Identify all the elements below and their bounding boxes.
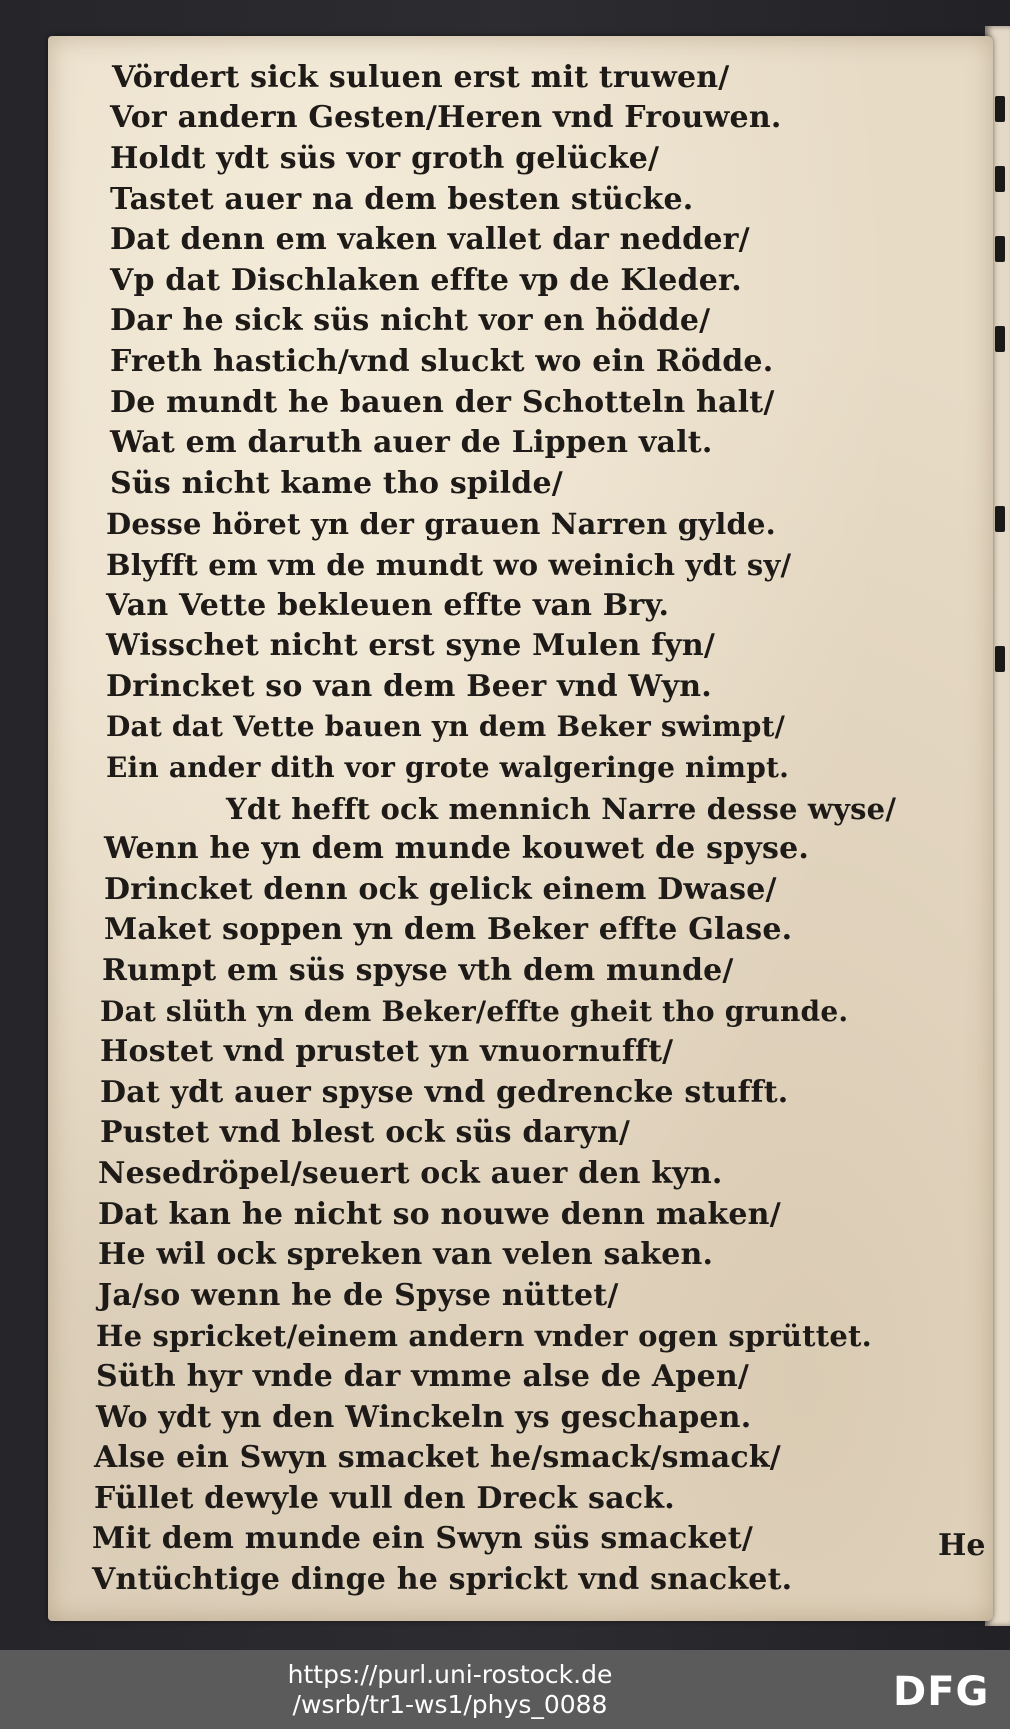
text-line: Pustet vnd blest ock süs daryn/ xyxy=(100,1115,630,1150)
text-line: Freth hastich/vnd sluckt wo ein Rödde. xyxy=(110,344,774,379)
text-line: Vntüchtige dinge he sprickt vnd snacket. xyxy=(92,1562,793,1597)
text-line: He wil ock spreken van velen saken. xyxy=(98,1237,714,1272)
text-line: Vp dat Dischlaken effte vp de Kleder. xyxy=(110,263,742,298)
text-line: Dat dat Vette bauen yn dem Beker swimpt/ xyxy=(106,710,786,743)
source-url[interactable] xyxy=(0,1660,900,1720)
text-line: Hostet vnd prustet yn vnuornufft/ xyxy=(100,1034,674,1069)
text-line: Dat ydt auer spyse vnd gedrencke stufft. xyxy=(100,1075,789,1110)
text-line: Alse ein Swyn smacket he/smack/smack/ xyxy=(94,1440,781,1475)
source-url-line-1[interactable]: https://purl.uni-rostock.de xyxy=(287,1660,613,1689)
edge-ink-mark xyxy=(995,506,1005,532)
source-url-line-2[interactable]: /wsrb/tr1-ws1/phys_0088 xyxy=(292,1690,608,1719)
text-line: Dat slüth yn dem Beker/effte gheit tho grunde. xyxy=(100,995,849,1028)
text-line: Dat kan he nicht so nouwe denn maken/ xyxy=(98,1197,781,1232)
text-line: He spricket/einem andern vnder ogen sprüttet. xyxy=(96,1319,872,1353)
text-line: Ydt hefft ock mennich Narre desse wyse/ xyxy=(226,792,897,826)
text-line: Wenn he yn dem munde kouwet de spyse. xyxy=(104,831,810,866)
text-line: Holdt ydt süs vor groth gelücke/ xyxy=(110,141,660,176)
text-line: Süth hyr vnde dar vmme alse de Apen/ xyxy=(96,1359,750,1394)
text-line: Dat denn em vaken vallet dar nedder/ xyxy=(110,222,750,257)
text-line: Vördert sick suluen erst mit truwen/ xyxy=(112,60,730,95)
text-line: Maket soppen yn dem Beker effte Glase. xyxy=(104,912,793,947)
text-line: Wisschet nicht erst syne Mulen fyn/ xyxy=(106,628,716,663)
text-line: Wo ydt yn den Winckeln ys geschapen. xyxy=(96,1400,752,1435)
text-line: Van Vette bekleuen effte van Bry. xyxy=(106,588,670,623)
text-line: Blyfft em vm de mundt wo weinich ydt sy/ xyxy=(106,548,792,582)
text-line: Mit dem munde ein Swyn süs smacket/ xyxy=(92,1521,754,1556)
edge-ink-mark xyxy=(995,236,1005,262)
text-line: Vor andern Gesten/Heren vnd Frouwen. xyxy=(110,100,782,135)
text-line: Tastet auer na dem besten stücke. xyxy=(110,182,694,217)
edge-ink-mark xyxy=(995,326,1005,352)
text-line: Süs nicht kame tho spilde/ xyxy=(110,466,563,501)
text-line: Füllet dewyle vull den Dreck sack. xyxy=(94,1481,675,1516)
text-line: Drincket so van dem Beer vnd Wyn. xyxy=(106,669,712,704)
footer-bar xyxy=(0,1650,1010,1729)
edge-ink-mark xyxy=(995,166,1005,192)
text-line: Dar he sick süs nicht vor en hödde/ xyxy=(110,303,711,338)
text-line: Rumpt em süs spyse vth dem munde/ xyxy=(102,953,734,988)
text-line: De mundt he bauen der Schotteln halt/ xyxy=(110,385,775,420)
catchword: He xyxy=(938,1528,986,1563)
text-line: Drincket denn ock gelick einem Dwase/ xyxy=(104,872,777,907)
text-line: Nesedröpel/seuert ock auer den kyn. xyxy=(98,1156,723,1191)
text-line: Ja/so wenn he de Spyse nüttet/ xyxy=(98,1278,619,1313)
text-line: Desse höret yn der grauen Narren gylde. xyxy=(106,507,776,541)
edge-ink-mark xyxy=(995,646,1005,672)
dfg-logo: DFG xyxy=(893,1669,990,1715)
text-line: Wat em daruth auer de Lippen valt. xyxy=(110,425,713,460)
text-line: Ein ander dith vor grote walgeringe nimpt. xyxy=(106,751,790,784)
edge-ink-mark xyxy=(995,96,1005,122)
